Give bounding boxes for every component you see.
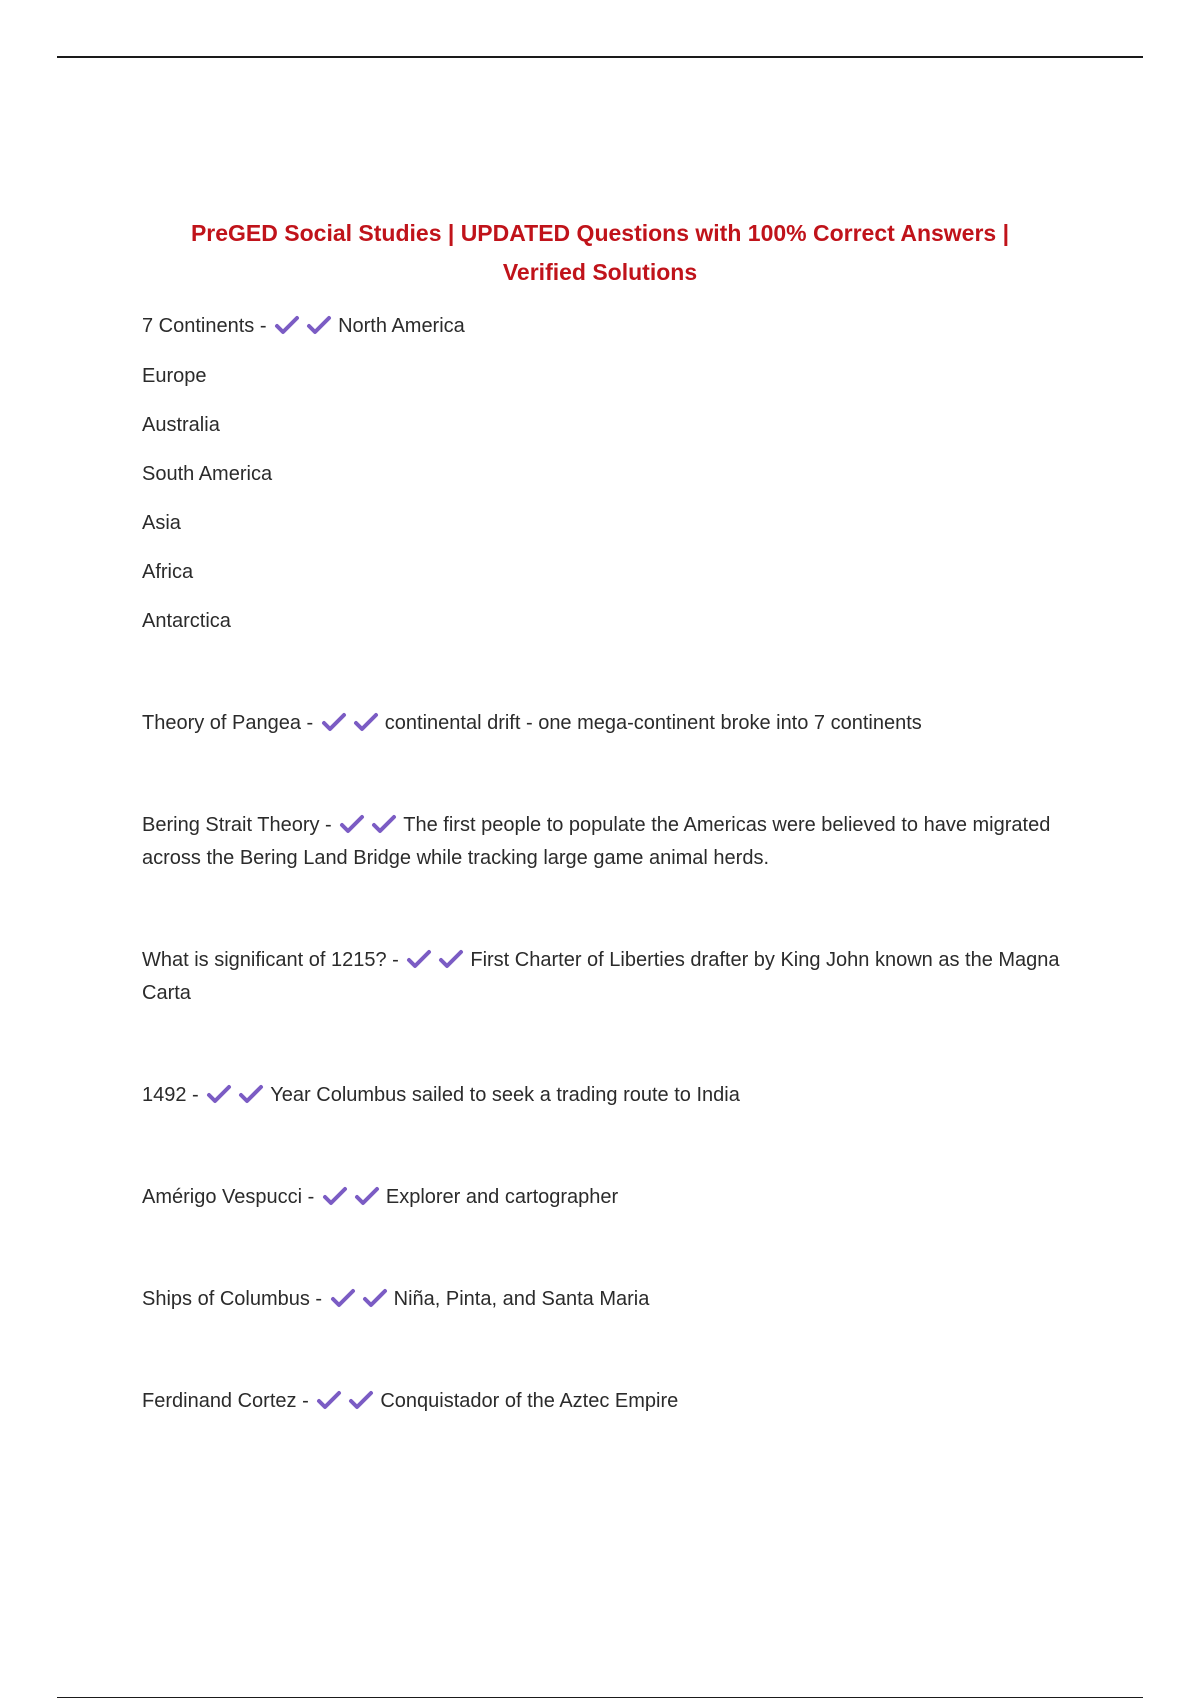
qa-entry-amerigo-vespucci <box>142 1181 1062 1214</box>
check-icon <box>354 1186 380 1206</box>
continent-item: Asia <box>142 512 181 534</box>
qa-entry-theory-of-pangea <box>142 707 1062 740</box>
entry-answer: Year Columbus sailed to seek a trading route to India <box>270 1084 740 1106</box>
continent-item: Africa <box>142 561 194 583</box>
check-icon <box>206 1084 232 1104</box>
header-rule <box>57 56 1143 58</box>
qa-entry-7-continents <box>142 310 1062 343</box>
qa-entry-1215 <box>142 944 1062 1010</box>
qa-entry-bering-strait-theory <box>142 809 1062 875</box>
entry-term: What is significant of 1215? - <box>142 949 399 971</box>
check-icon <box>362 1288 388 1308</box>
check-icon <box>274 315 300 335</box>
document-title <box>150 214 1050 292</box>
entry-term: 1492 - <box>142 1084 199 1106</box>
qa-entry-ferdinand-cortez <box>142 1385 1062 1418</box>
check-icon <box>438 949 464 969</box>
entry-term: Ferdinand Cortez - <box>142 1390 309 1412</box>
continent-item: Australia <box>142 414 220 436</box>
entry-term: Theory of Pangea - <box>142 712 314 734</box>
check-icon <box>330 1288 356 1308</box>
entry-answer: Conquistador of the Aztec Empire <box>380 1390 679 1412</box>
qa-entry-ships-of-columbus <box>142 1283 1062 1316</box>
entry-answer: The first people to populate the Americas were believed to have migrated across the Bering Land Bridge while tracking large game animal herds. <box>142 814 1051 869</box>
footer-rule <box>57 1697 1143 1698</box>
check-icon <box>238 1084 264 1104</box>
title-line-1: PreGED Social Studies | UPDATED Questions with 100% Correct Answers | <box>190 220 1010 246</box>
check-icon <box>371 814 397 834</box>
entry-term: Amérigo Vespucci - <box>142 1186 315 1208</box>
entry-answer: North America <box>338 315 465 337</box>
entry-answer: continental drift - one mega-continent broke into 7 continents <box>384 712 922 734</box>
continent-item: Antarctica <box>142 610 231 632</box>
check-icon <box>306 315 332 335</box>
check-icon <box>321 712 347 732</box>
title-line-2: Verified Solutions <box>502 259 698 285</box>
check-icon <box>322 1186 348 1206</box>
check-icon <box>353 712 379 732</box>
entry-answer: Niña, Pinta, and Santa Maria <box>393 1288 650 1310</box>
continent-item: South America <box>142 463 273 485</box>
qa-entry-1492 <box>142 1079 1062 1112</box>
check-icon <box>406 949 432 969</box>
check-icon <box>348 1390 374 1410</box>
check-icon <box>339 814 365 834</box>
entry-answer: First Charter of Liberties drafter by King John known as the Magna Carta <box>142 949 1060 1004</box>
entry-term: Bering Strait Theory - <box>142 814 332 836</box>
entry-term: 7 Continents - <box>142 315 267 337</box>
entry-term: Ships of Columbus - <box>142 1288 323 1310</box>
continent-item: Europe <box>142 365 207 387</box>
entry-answer: Explorer and cartographer <box>385 1186 619 1208</box>
check-icon <box>316 1390 342 1410</box>
